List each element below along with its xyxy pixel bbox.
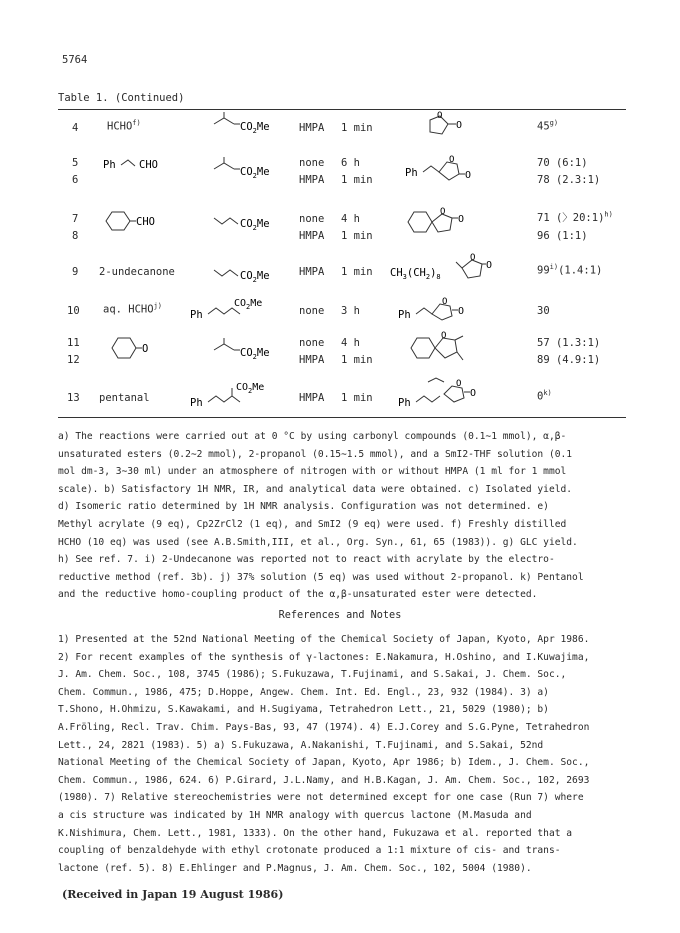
ester-structure [190, 380, 290, 414]
svg-text:CHO: CHO [139, 159, 158, 171]
footnote-line: Methyl acrylate (9 eq), Cp2ZrCl2 (1 eq), and SmI2 (9 eq) were used. f) Freshly distilled [58, 518, 567, 530]
yield: 96 (1:1) [537, 230, 588, 242]
reference-line: (1980). 7) Relative stereochemistries were not determined except for one case (Run 7) where [58, 792, 584, 804]
yield: 89 (4.9:1) [537, 354, 601, 366]
reference-line: Lett., 24, 2821 (1983). 5) a) S.Fukuzawa, A.Nakanishi, T.Fujinami, and S.Sakai, 52nd [58, 739, 544, 751]
svg-text:CO2Me: $CO_2Me$ [240, 270, 270, 284]
svg-text:CO2Me: $CO_2Me$ [236, 382, 265, 395]
footnote-line: scale). b) Satisfactory 1H NMR, IR, and analytical data were obtained. c) Isolated yield. [58, 483, 573, 495]
reference-line: National Meeting of the Chemical Society of Japan, Kyoto, Apr 1986; b) Idem., J. Chem. Soc., [58, 757, 590, 769]
footnote-line: h) See ref. 7. i) 2-Undecanone was reported not to react with acrylate by the electro- [58, 554, 555, 566]
run-number: 9 [72, 266, 79, 278]
yield: 78 (2.3:1) [537, 174, 601, 186]
footnote-line: unsaturated esters (0.2∼2 mmol), 2-propanol (0.15∼1.5 mmol), and a SmI2-THF solution (0.1 [58, 448, 573, 460]
svg-text:Ph: Ph [103, 159, 116, 171]
carbonyl-compound: HCHO$^{f)}$ [107, 119, 141, 133]
cyclohexanone-structure [108, 334, 168, 366]
reaction-time: 1 min [341, 174, 373, 186]
yield: 99$^{i)}$(1.4:1) [537, 263, 603, 277]
run-number: 6 [72, 174, 79, 186]
footnote-line: HCHO (10 eq) was used (see A.B.Smith,III, et al., Org. Syn., 61, 65 (1983)). g) GLC yield. [58, 536, 578, 548]
svg-text:Ph: Ph [190, 397, 203, 409]
run-number: 8 [72, 230, 79, 242]
svg-text:O: O [456, 120, 463, 131]
yield: 57 (1.3:1) [537, 337, 601, 349]
svg-text:O: O [440, 207, 446, 217]
spirolactone-structure [404, 204, 494, 244]
reaction-time: 4 h [341, 213, 360, 225]
spirolactone-structure [407, 328, 497, 372]
yield: 0$^{k)}$ [537, 389, 552, 403]
reference-line: a cis structure was indicated by 1H NMR analogy with quercus lactone (M.Masuda and [58, 809, 532, 821]
reference-line: 2) For recent examples of the synthesis of γ-lactones: E.Nakamura, H.Oshino, and I.Kuwajima, [58, 651, 590, 663]
svg-text:CO2Me: $CO_2Me$ [240, 166, 270, 180]
additive: HMPA [299, 266, 325, 278]
additive: none [299, 157, 325, 169]
reaction-time: 6 h [341, 157, 360, 169]
ester-structure [212, 210, 292, 234]
reference-line: coupling of benzaldehyde with ethyl crotonate produced a 1:1 mixture of cis- and trans- [58, 845, 561, 857]
run-number: 10 [67, 305, 80, 317]
table-footnotes [58, 428, 630, 604]
ester-structure [212, 262, 292, 286]
footnote-line: a) The reactions were carried out at 0 °C by using carbonyl compounds (0.1∼1 mmol), α,β- [58, 431, 567, 442]
run-number: 7 [72, 213, 79, 225]
table-caption: Table 1. (Continued) [58, 92, 185, 104]
carbonyl-compound: pentanal [99, 392, 150, 404]
ester-structure [212, 155, 292, 183]
additive: none [299, 337, 325, 349]
additive: HMPA [299, 122, 325, 134]
svg-text:O: O [465, 170, 472, 181]
lactone-structure [390, 254, 500, 292]
lactone-structure [405, 152, 495, 190]
run-number: 12 [67, 354, 80, 366]
footnote-line: d) Isomeric ratio determined by 1H NMR analysis. Configuration was not determined. e) [58, 501, 549, 513]
reference-line: lactone (ref. 5). 8) E.Ehlinger and P.Magnus, J. Am. Chem. Soc., 102, 5004 (1980). [58, 862, 532, 874]
svg-text:O: O [142, 343, 149, 355]
svg-text:O: O [470, 388, 477, 399]
reaction-time: 1 min [341, 392, 373, 404]
svg-text:CO2Me: $CO_2Me$ [240, 121, 270, 135]
phenylacetaldehyde-structure [103, 156, 183, 180]
svg-text:O: O [470, 253, 476, 263]
yield: 30 [537, 305, 550, 317]
reference-line: Chem. Commun., 1986, 475; D.Hoppe, Angew. Chem. Int. Ed. Engl., 23, 932 (1984). 3) a) [58, 686, 549, 698]
run-number: 11 [67, 337, 80, 349]
yield: 71 (〉20:1)$^{h)}$ [537, 210, 613, 224]
table-bottom-rule [58, 417, 626, 418]
reaction-time: 1 min [341, 266, 373, 278]
reference-line: J. Am. Chem. Soc., 108, 3745 (1986); S.Fukuzawa, T.Fujinami, and S.Sakai, J. Chem. Soc., [58, 669, 567, 681]
svg-text:CO2Me: $CO_2Me$ [240, 347, 270, 361]
svg-text:CO2Me: $CO_2Me$ [240, 218, 270, 232]
svg-text:O: O [458, 214, 465, 225]
carbonyl-compound: aq. HCHO$^{j)}$ [103, 302, 163, 316]
svg-text:O: O [441, 331, 447, 341]
svg-text:O: O [486, 260, 493, 271]
run-number: 5 [72, 157, 79, 169]
svg-text:O: O [458, 306, 465, 317]
reaction-time: 4 h [341, 337, 360, 349]
lactone-structure [398, 372, 498, 416]
reference-line: T.Shono, H.Ohmizu, S.Kawakami, and H.Sugiyama, Tetrahedron Lett., 21, 5029 (1980); b) [58, 704, 549, 716]
lactone-structure [398, 292, 488, 330]
additive: HMPA [299, 174, 325, 186]
svg-text:Ph: Ph [398, 309, 411, 321]
yield: 70 (6:1) [537, 157, 588, 169]
carbonyl-compound: 2-undecanone [99, 266, 175, 278]
reference-line: A.Fröling, Recl. Trav. Chim. Pays-Bas, 93, 47 (1974). 4) E.J.Corey and S.G.Pyne, Tetrahedron [58, 721, 590, 733]
svg-text:O: O [442, 297, 448, 307]
additive: HMPA [299, 354, 325, 366]
additive: HMPA [299, 392, 325, 404]
table-top-rule [58, 109, 626, 110]
reaction-time: 1 min [341, 354, 373, 366]
yield: 45$^{g)}$ [537, 119, 559, 133]
svg-text:Ph: Ph [190, 309, 203, 321]
footnote-line: mol dm-3, 3∼30 ml) under an atmosphere of nitrogen with or without HMPA (1 ml for 1 mmol [58, 466, 567, 478]
cyclohexanecarbaldehyde-structure [100, 208, 180, 238]
additive: HMPA [299, 230, 325, 242]
svg-text:O: O [456, 379, 462, 389]
run-number: 4 [72, 122, 79, 134]
additive: none [299, 213, 325, 225]
additive: none [299, 305, 325, 317]
svg-text:CH3(CH2)8: $CH_3(CH_2)_8$ [390, 267, 441, 281]
reference-line: K.Nishimura, Chem. Lett., 1981, 1333). On the other hand, Fukuzawa et al. reported that a [58, 827, 573, 839]
references-heading: References and Notes [278, 610, 402, 621]
svg-text:Ph: Ph [398, 397, 411, 409]
svg-text:O: O [437, 111, 443, 121]
run-number: 13 [67, 392, 80, 404]
ester-structure [212, 110, 292, 138]
page-number: 5764 [62, 54, 88, 66]
reaction-time: 3 h [341, 305, 360, 317]
ester-structure [212, 336, 292, 364]
references-list [58, 631, 632, 877]
svg-text:CO2Me: $CO_2Me$ [234, 298, 263, 311]
reaction-time: 1 min [341, 122, 373, 134]
svg-text:CHO: CHO [136, 216, 155, 228]
reference-line: Chem. Commun., 1986, 624. 6) P.Girard, J.L.Namy, and H.B.Kagan, J. Am. Chem. Soc., 102, 2693 [58, 774, 590, 786]
reaction-time: 1 min [341, 230, 373, 242]
footnote-line: reductive method (ref. 3b). j) 37% solution (5 eq) was used without 2-propanol. k) Pentanol [58, 571, 584, 583]
lactone-structure [418, 110, 478, 144]
ester-structure [190, 296, 290, 326]
footnote-line: and the reductive homo-coupling product of the α,β-unsaturated ester were detected. [58, 589, 538, 601]
received-date: (Received in Japan 19 August 1986) [62, 888, 284, 901]
reference-line: 1) Presented at the 52nd National Meeting of the Chemical Society of Japan, Kyoto, Apr 1986. [58, 634, 590, 645]
svg-text:Ph: Ph [405, 167, 418, 179]
svg-text:O: O [449, 155, 455, 165]
